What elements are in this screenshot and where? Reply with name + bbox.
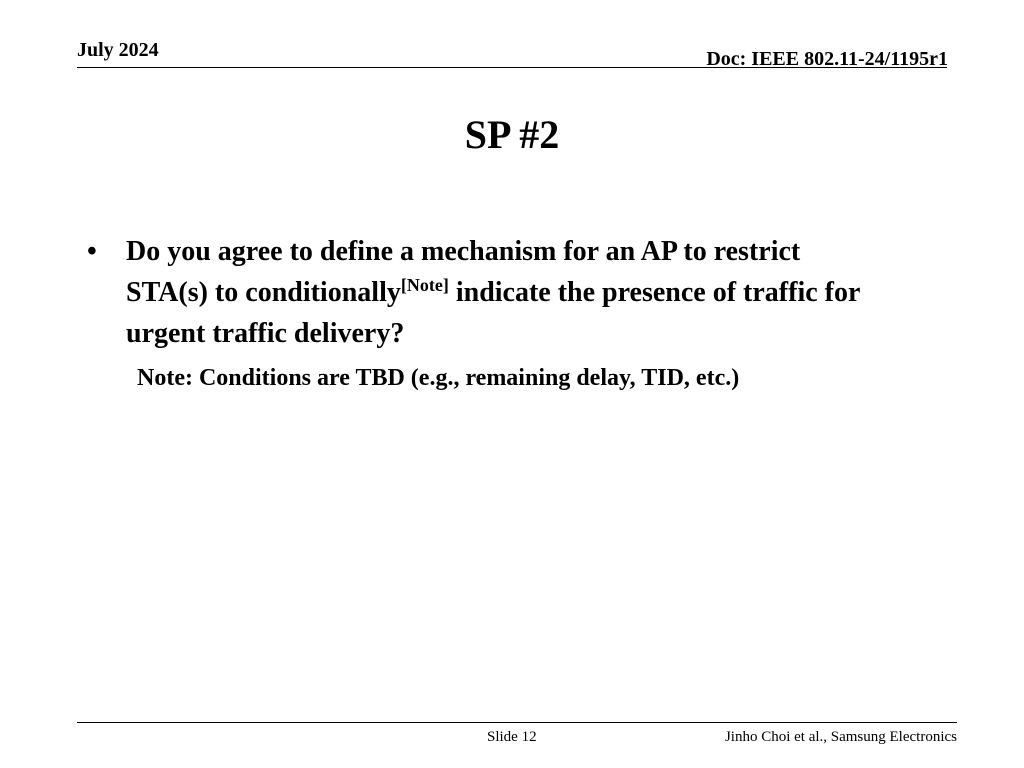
header-date: July 2024 — [77, 39, 159, 61]
bullet-superscript-note: [Note] — [400, 275, 449, 295]
slide-title: SP #2 — [464, 112, 560, 157]
bullet-marker: • — [87, 236, 97, 267]
note-text: Note: Conditions are TBD (e.g., remaining delay, TID, etc.) — [137, 365, 740, 391]
header-divider — [77, 67, 947, 68]
footer-author: Jinho Choi et al., Samsung Electronics — [724, 729, 957, 745]
bullet-item — [87, 231, 867, 354]
bullet-text-after: indicate the presence of traffic for urgent traffic delivery? — [126, 277, 860, 349]
header-doc-id: Doc: IEEE 802.11-24/1195r1 — [706, 48, 948, 70]
bullet-text — [126, 231, 867, 354]
footer-slide-number: Slide 12 — [487, 729, 537, 745]
footer-divider — [77, 722, 957, 723]
bullet-text-before: Do you agree to define a mechanism for an AP to restrict STA(s) to conditionally — [126, 236, 801, 308]
